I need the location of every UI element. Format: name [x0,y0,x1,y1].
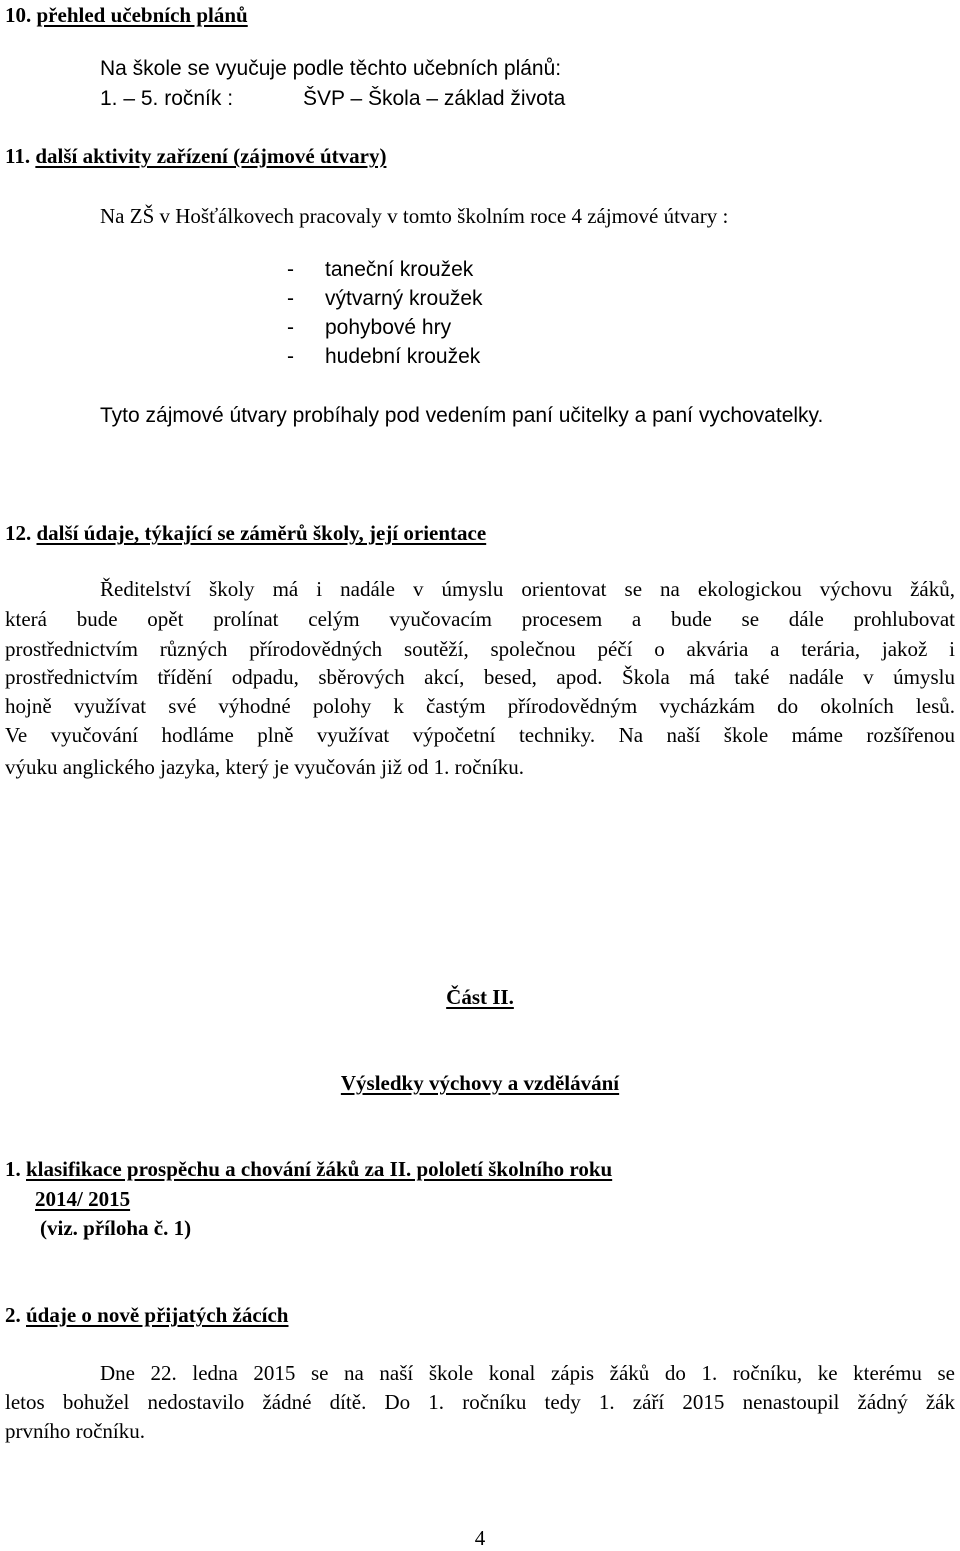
list-item-label: pohybové hry [325,316,452,339]
paragraph-line: prvního ročníku. [5,1419,145,1443]
paragraph-line: Dne 22. ledna 2015 se na naší škole konal zápis žáků do 1. ročníku, ke kterému se [100,1361,955,1385]
section-11-intro: Na ZŠ v Hošťálkovech pracovaly v tomto školním roce 4 zájmové útvary : [100,204,729,228]
program-name: ŠVP – Škola – základ života [303,87,566,110]
item-2-number: 2. [5,1303,21,1327]
list-item [287,315,451,341]
section-11-number: 11. [5,144,31,168]
section-12-number: 12. [5,521,32,545]
paragraph-line: hojně využívat své výhodné polohy k častým přírodovědným vycházkám do okolních lesů. [5,694,955,718]
list-item [287,286,483,312]
part-title: Část II. [446,985,514,1009]
item-1-year: 2014/ 2015 [35,1187,131,1211]
section-11-heading [5,143,386,169]
item-1-note: (viz. příloha č. 1) [40,1216,192,1240]
section-11-title: další aktivity zařízení (zájmové útvary) [35,144,387,168]
paragraph-line: letos bohužel nedostavilo žádné dítě. Do 1. ročníku tedy 1. září 2015 nenastoupil žádný žák [5,1390,955,1414]
section-12-title: další údaje, týkající se záměrů školy, její orientace [36,521,487,545]
paragraph-line: prostřednictvím různých přírodovědných soutěží, společnou péčí o akvária a terária, jakož i [5,637,955,661]
list-item [287,344,480,370]
list-item-label: hudební kroužek [325,345,481,368]
part-subtitle: Výsledky výchovy a vzdělávání [340,1071,620,1095]
paragraph-line: která bude opět prolínat celým vyučovacím procesem a bude se dále prohlubovat [5,607,955,631]
paragraph-line: prostřednictvím třídění odpadu, sběrových akcí, besed, apod. Škola má také nadále v úmyslu [5,665,955,689]
section-11-outro: Tyto zájmové útvary probíhaly pod vedením paní učitelky a paní vychovatelky. [100,404,824,427]
item-1-heading [5,1156,612,1182]
paragraph-line: výuku anglického jazyka, který je vyučován již od 1. ročníku. [5,755,525,779]
list-item [287,257,473,283]
section-10-title: přehled učebních plánů [36,3,248,27]
section-12-heading [5,520,486,546]
section-10-intro: Na škole se vyučuje podle těchto učebních plánů: [100,57,562,80]
bullet-dash: - [287,287,294,310]
paragraph-line: Ředitelství školy má i nadále v úmyslu orientovat se na ekologickou výchovu žáků, [100,577,955,601]
bullet-dash: - [287,258,294,281]
section-10-number: 10. [5,3,37,27]
bullet-dash: - [287,316,294,339]
section-10-heading [5,2,248,28]
item-1-number: 1. [5,1157,21,1181]
grade-label: 1. – 5. ročník : [100,87,234,110]
item-2-heading [5,1302,288,1328]
item-2-title: údaje o nově přijatých žácích [26,1303,289,1327]
page-number: 4 [474,1526,486,1550]
list-item-label: výtvarný kroužek [325,287,483,310]
paragraph-line: Ve vyučování hodláme plně využívat výpočetní techniky. Na naší škole máme rozšířenou [5,723,955,747]
bullet-dash: - [287,345,294,368]
item-1-title: klasifikace prospěchu a chování žáků za II. pololetí školního roku [26,1157,613,1181]
list-item-label: taneční kroužek [325,258,474,281]
